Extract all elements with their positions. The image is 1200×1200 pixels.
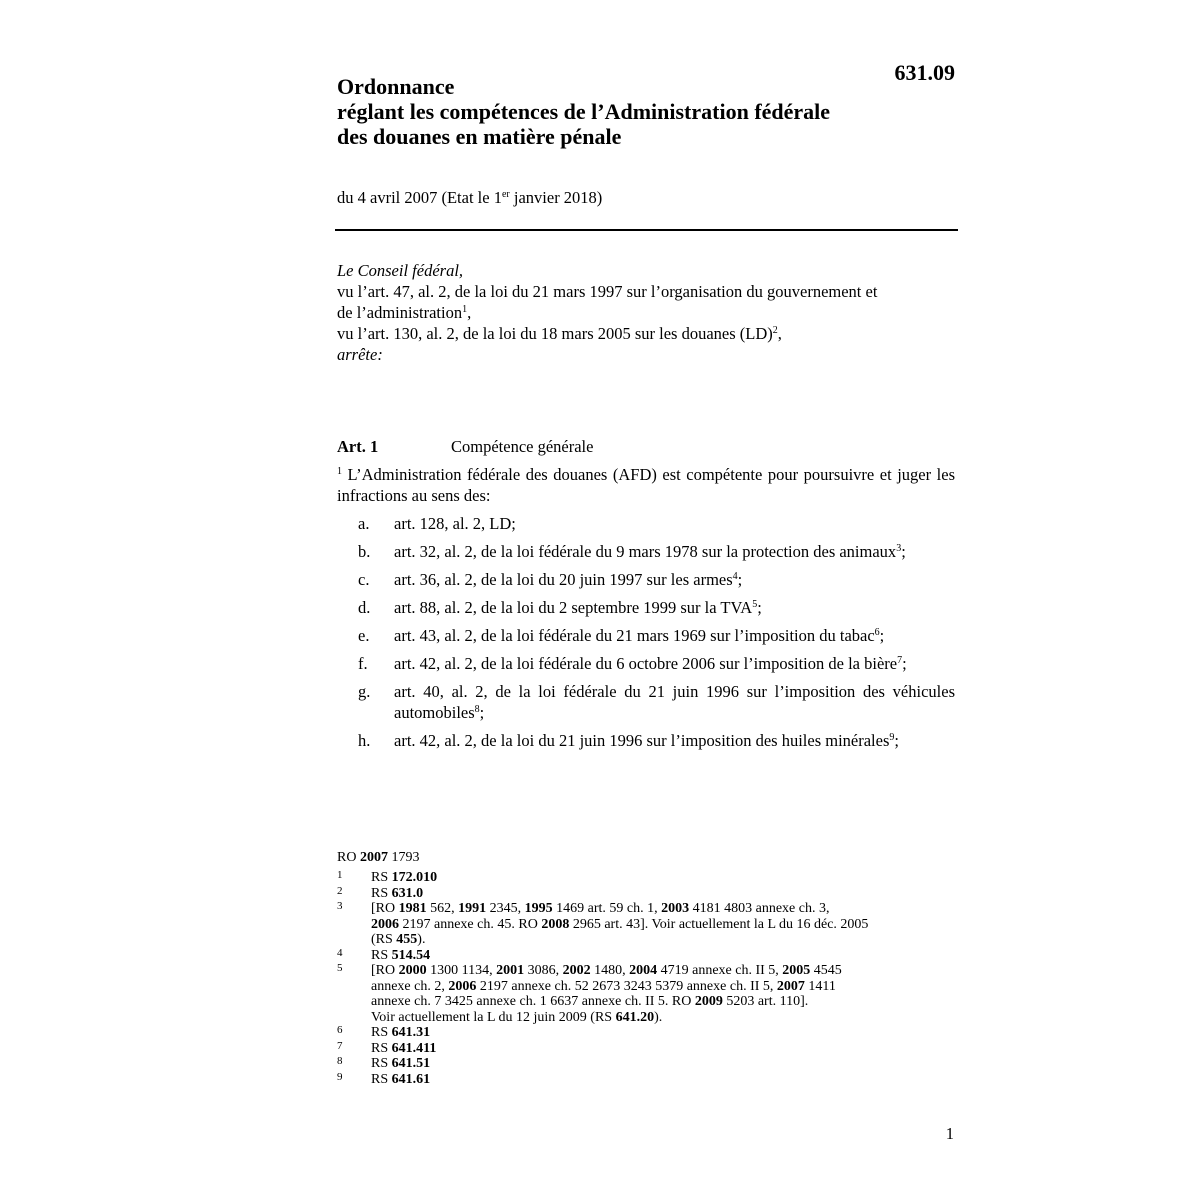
preamble-line: de l’administration$^1$,	[337, 303, 472, 322]
list-item: f. art. 42, al. 2, de la loi fédérale du 6 octobre 2006 sur l’imposition de la bière$^7$;	[358, 654, 907, 673]
footnote-ref[interactable]: 4	[732, 571, 738, 582]
footnote: 5 [RO 2000 1300 1134, 2001 3086, 2002 1480, 2004 4719 annexe ch. II 5, 2005 4545 annexe ch. 2, 2006 2197 annexe ch. 52 2673 3243 5379 annexe ch. II 5, 2007 1411 annexe ch. 7 3425 annexe ch. 1 6637 annexe ch. II 5. RO 2009 5203 art. 110]. Voir actuellement la L du 12 juin 2009 (RS 641.20).	[337, 962, 842, 1025]
list-item: a. art. 128, al. 2, LD;	[358, 514, 516, 533]
footnote: 4 RS 514.54	[337, 946, 431, 963]
list-item: b. art. 32, al. 2, de la loi fédérale du 9 mars 1978 sur la protection des animaux$^3$;	[358, 542, 906, 561]
article-paragraph: $^1$ L’Administration fédérale des douanes (AFD) est compétente pour poursuivre et juger les infractions au sens des:	[337, 465, 955, 505]
page-number: 1	[945, 1124, 954, 1143]
footnote-ref[interactable]: 5	[752, 599, 758, 610]
footnote: 1 RS 172.010	[337, 869, 438, 885]
list-item: e. art. 43, al. 2, de la loi fédérale du 21 mars 1969 sur l’imposition du tabac$^6$;	[358, 626, 885, 645]
list-item: d. art. 88, al. 2, de la loi du 2 septembre 1999 sur la TVA$^5$;	[358, 598, 762, 617]
list-item: h. art. 42, al. 2, de la loi du 21 juin 1996 sur l’imposition des huiles minérales$^9$;	[358, 731, 899, 750]
footnote-ref[interactable]: 3	[896, 543, 902, 554]
list-item: g. art. 40, al. 2, de la loi fédérale du 21 juin 1996 sur l’imposition des véhicules automobiles$^8$;	[358, 682, 955, 722]
footnote: 7 RS 641.411	[337, 1039, 437, 1056]
footnote-ref[interactable]: 6	[874, 627, 880, 638]
source-reference: RO 2007 1793	[337, 850, 420, 865]
footnote-ref[interactable]: 2	[772, 325, 778, 336]
title-line: Ordonnance	[337, 74, 455, 99]
footnote: 8 RS 641.51	[337, 1055, 431, 1071]
header-rule	[335, 229, 958, 231]
footnotes	[337, 870, 957, 1087]
footnote-ref[interactable]: 1	[462, 304, 468, 315]
footnote-ref[interactable]: 9	[889, 732, 895, 743]
footnote: 9 RS 641.61	[337, 1070, 431, 1087]
article-title: Compétence générale	[451, 437, 594, 456]
date-line: du 4 avril 2007 (Etat le 1er janvier 2018)	[337, 188, 603, 207]
preamble-line: vu l’art. 47, al. 2, de la loi du 21 mars 1997 sur l’organisation du gouvernement et	[337, 282, 878, 301]
issuing-body: Le Conseil fédéral,	[337, 261, 464, 280]
footnote: 2 RS 631.0	[337, 884, 424, 901]
preamble	[337, 260, 957, 365]
article-number: Art. 1	[337, 437, 379, 456]
article-heading	[337, 437, 593, 457]
footnote-ref[interactable]: 8	[474, 704, 480, 715]
title-line: des douanes en matière pénale	[337, 124, 622, 149]
decision-word: arrête:	[337, 345, 383, 364]
preamble-line: vu l’art. 130, al. 2, de la loi du 18 mars 2005 sur les douanes (LD)$^2$,	[337, 324, 782, 343]
title-line: réglant les compétences de l’Administration fédérale	[337, 99, 831, 124]
footnote: 6 RS 641.31	[337, 1024, 431, 1040]
document-title	[337, 74, 937, 149]
paragraph-number: 1	[337, 466, 342, 477]
footnote: 3 [RO 1981 562, 1991 2345, 1995 1469 art. 59 ch. 1, 2003 4181 4803 annexe ch. 3, 2006 2197 annexe ch. 45. RO 2008 2965 art. 43]. Voir actuellement la L du 16 déc. 2005 (RS 455).	[337, 900, 869, 947]
infraction-list	[337, 513, 955, 758]
list-item: c. art. 36, al. 2, de la loi du 20 juin 1997 sur les armes$^4$;	[358, 570, 743, 589]
document-number: 631.09	[894, 60, 955, 85]
footnote-ref[interactable]: 7	[897, 655, 903, 666]
